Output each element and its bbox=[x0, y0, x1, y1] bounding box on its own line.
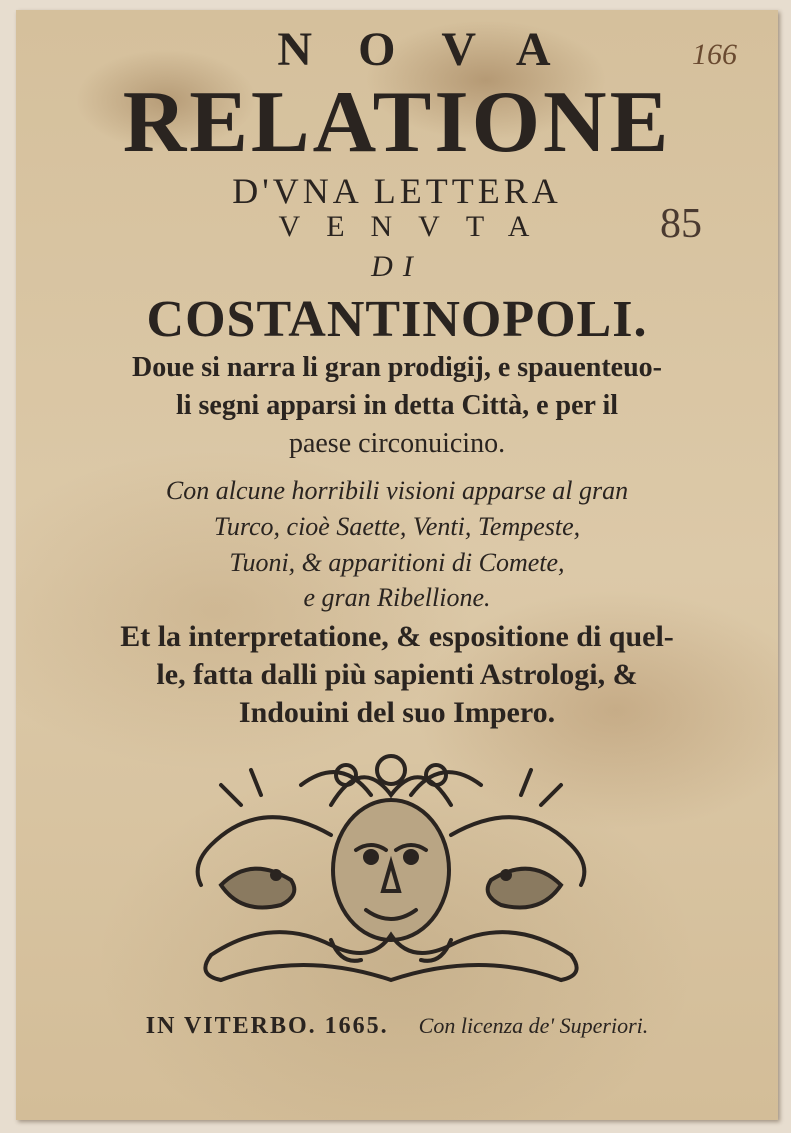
woodcut-ornament bbox=[181, 745, 601, 1005]
description-line-1: Doue si narra li gran prodigij, e spauenteuo- bbox=[132, 352, 662, 383]
description-line-2: li segni apparsi in detta Città, e per il bbox=[175, 390, 619, 421]
title-relatione: RELATIONE bbox=[122, 74, 672, 171]
italic-line-2: Turco, cioè Saette, Venti, Tempeste, bbox=[213, 512, 581, 541]
title-venuta: VENVTA bbox=[278, 210, 556, 243]
interpretation-line-1: Et la interpretatione, & espositione di quel- bbox=[120, 620, 674, 653]
interpretation-line-2: le, fatta dalli più sapienti Astrologi, & bbox=[156, 658, 638, 691]
imprint bbox=[16, 1013, 778, 1040]
italic-line-3: Tuoni, & apparitioni di Comete, bbox=[229, 548, 565, 577]
title-page bbox=[16, 10, 778, 1120]
title-nova: NOVA bbox=[277, 23, 597, 76]
imprint-place-year: IN VITERBO. 1665. bbox=[145, 1013, 389, 1039]
description-line-3: paese circonuicino. bbox=[288, 428, 506, 459]
title-costantinopoli: COSTANTINOPOLI. bbox=[146, 291, 648, 348]
title-di: DI bbox=[371, 250, 423, 283]
interpretation-line-3: Indouini del suo Impero. bbox=[238, 696, 556, 729]
handwritten-page-number: 166 bbox=[692, 38, 737, 71]
italic-line-1: Con alcune horribili visioni apparse al gran bbox=[165, 476, 629, 505]
italic-line-4: e gran Ribellione. bbox=[303, 583, 491, 612]
title-duna-lettera: D'VNA LETTERA bbox=[232, 171, 562, 211]
imprint-license: Con licenza de' Superiori. bbox=[418, 1013, 649, 1038]
handwritten-item-number: 85 bbox=[660, 201, 702, 247]
